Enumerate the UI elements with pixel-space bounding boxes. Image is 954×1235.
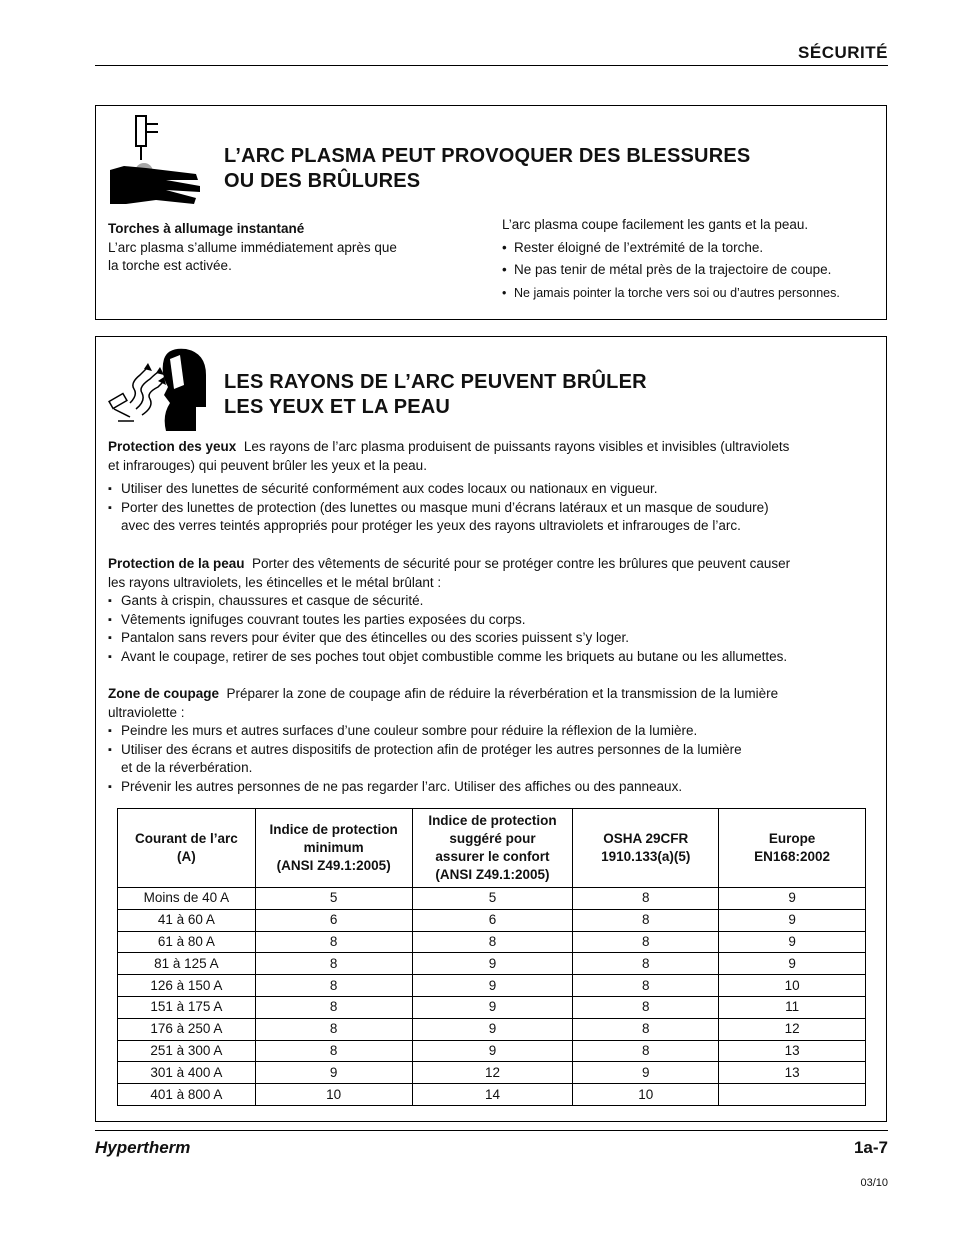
table-cell: 8 (573, 1040, 719, 1062)
table-cell: 9 (719, 909, 866, 931)
table-cell: 5 (412, 888, 573, 910)
plasma-arc-warning-box (95, 105, 887, 320)
list-item: ▪ Prévenir les autres personnes de ne pas regarder l’arc. Utiliser des affiches ou des panneaux. (108, 778, 878, 797)
header-suggested-shade (412, 809, 573, 888)
table-cell: 8 (573, 888, 719, 910)
table-cell: 9 (412, 996, 573, 1018)
table-cell: 8 (573, 909, 719, 931)
header-rule (95, 65, 888, 66)
list-item: ▪ Peindre les murs et autres surfaces d’une couleur sombre pour réduire la réflexion de la lumière. (108, 722, 878, 741)
skin-protection-heading: Protection de la peau (108, 556, 245, 571)
table-cell: 11 (719, 996, 866, 1018)
instant-ignition-column (108, 220, 448, 276)
table-cell: 81 à 125 A (118, 953, 256, 975)
table-cell: 9 (719, 931, 866, 953)
table-cell: 5 (255, 888, 412, 910)
title-line-2: LES YEUX ET LA PEAU (224, 396, 451, 418)
table-cell: 8 (573, 975, 719, 997)
table-cell: 9 (412, 953, 573, 975)
table-cell: 251 à 300 A (118, 1040, 256, 1062)
table-cell: 8 (573, 953, 719, 975)
header-arc-current (118, 809, 256, 888)
arc-rays-warning-title (224, 370, 647, 420)
table-cell (719, 1084, 866, 1106)
skin-protection-section (108, 555, 878, 666)
text-line: et de la réverbération. (121, 760, 253, 775)
table-cell: 9 (719, 888, 866, 910)
header-minimum-shade (255, 809, 412, 888)
header-europe (719, 809, 866, 888)
list-item: ▪ Vêtements ignifuges couvrant toutes les parties exposées du corps. (108, 611, 878, 630)
table-row (118, 1062, 866, 1084)
table-cell: 10 (255, 1084, 412, 1106)
plasma-warning-title (224, 144, 750, 194)
text-line: Porter des lunettes de protection (des lunettes ou masque muni d’écrans latéraux et un masque de soudure) (121, 499, 769, 515)
list-item: ▪ Pantalon sans revers pour éviter que des étincelles ou des scories puissent s’y loger. (108, 629, 878, 648)
text-line: les rayons ultraviolets, les étincelles et le métal brûlant : (108, 574, 442, 590)
header-line: Indice de protection (428, 813, 557, 828)
table-cell: 176 à 250 A (118, 1018, 256, 1040)
table-cell: 9 (412, 1018, 573, 1040)
table-cell: 9 (573, 1062, 719, 1084)
list-item (108, 499, 878, 536)
title-line-1: LES RAYONS DE L’ARC PEUVENT BRÛLER (224, 371, 647, 393)
text-line: ultraviolette : (108, 704, 185, 720)
table-cell: 8 (255, 996, 412, 1018)
header-line: (ANSI Z49.1:2005) (276, 858, 391, 873)
table-cell: 8 (255, 931, 412, 953)
list-item: • Ne pas tenir de métal près de la trajectoire de coupe. (502, 261, 882, 279)
header-line: 1910.133(a)(5) (601, 849, 691, 864)
text-line: la torche est activée. (108, 258, 232, 273)
table-cell: 9 (255, 1062, 412, 1084)
header-osha (573, 809, 719, 888)
cutting-zone-heading: Zone de coupage (108, 686, 220, 701)
page-number: 1a-7 (853, 1138, 888, 1157)
table-row (118, 1018, 866, 1040)
table-cell: 8 (573, 931, 719, 953)
text-line: avec des verres teintés appropriés pour protéger les yeux des rayons ultraviolets et infrarouges de l’arc. (121, 518, 741, 533)
header-line: Indice de protection (269, 822, 398, 837)
arc-rays-welding-helmet-icon (104, 345, 210, 431)
list-item: ▪ Gants à crispin, chaussures et casque de sécurité. (108, 592, 878, 611)
header-line: minimum (303, 840, 364, 855)
cutting-zone-section (108, 685, 878, 796)
eye-protection-section (108, 438, 878, 536)
table-cell: 8 (573, 996, 719, 1018)
list-item: • Ne jamais pointer la torche vers soi ou d’autres personnes. (502, 284, 882, 302)
header-line: (A) (177, 849, 196, 864)
table-cell: 301 à 400 A (118, 1062, 256, 1084)
table-row (118, 975, 866, 997)
list-item: ▪ Avant le coupage, retirer de ses poches tout objet combustible comme les briquets au butane ou les allumettes. (108, 648, 878, 667)
table-row (118, 953, 866, 975)
table-cell: 151 à 175 A (118, 996, 256, 1018)
header-line: Courant de l’arc (135, 831, 238, 846)
table-cell: 8 (255, 1018, 412, 1040)
table-cell: 41 à 60 A (118, 909, 256, 931)
section-title: SÉCURITÉ (798, 43, 888, 62)
list-item: ▪ Utiliser des lunettes de sécurité conformément aux codes locaux ou nationaux en vigueur. (108, 480, 878, 499)
text-line: L’arc plasma s’allume immédiatement après que (108, 239, 397, 255)
footer-rule (95, 1130, 888, 1131)
revision-date: 03/10 (860, 1177, 888, 1189)
table-cell: 8 (573, 1018, 719, 1040)
table-cell: 8 (255, 953, 412, 975)
table-cell: 14 (412, 1084, 573, 1106)
header-line: assurer le confort (435, 849, 550, 864)
list-item (108, 741, 878, 778)
table-cell: Moins de 40 A (118, 888, 256, 910)
table-cell: 9 (719, 953, 866, 975)
table-cell: 8 (255, 1040, 412, 1062)
arc-rays-warning-box (95, 336, 887, 1122)
shade-number-table (117, 808, 866, 1106)
table-cell: 10 (719, 975, 866, 997)
table-cell: 9 (412, 975, 573, 997)
text-line: Préparer la zone de coupage afin de réduire la réverbération et la transmission de la lumière (226, 686, 779, 701)
table-row (118, 1040, 866, 1062)
text-line: Utiliser des écrans et autres dispositifs de protection afin de protéger les autres personnes de la lumière (121, 741, 742, 757)
table-cell: 10 (573, 1084, 719, 1106)
table-cell: 126 à 150 A (118, 975, 256, 997)
table-row (118, 909, 866, 931)
table-cell: 9 (412, 1040, 573, 1062)
table-row (118, 888, 866, 910)
table-cell: 13 (719, 1040, 866, 1062)
text-line: et infrarouges) qui peuvent brûler les yeux et la peau. (108, 457, 427, 473)
list-item: • Rester éloigné de l’extrémité de la torche. (502, 239, 882, 257)
plasma-cuts-intro: L’arc plasma coupe facilement les gants et la peau. (502, 217, 809, 232)
table-cell: 13 (719, 1062, 866, 1084)
title-line-1: L’ARC PLASMA PEUT PROVOQUER DES BLESSURES (224, 145, 751, 167)
text-line: Les rayons de l’arc plasma produisent de puissants rayons visibles et invisibles (ultraviolets (243, 439, 790, 454)
text-line: Porter des vêtements de sécurité pour se protéger contre les brûlures que peuvent causer (252, 556, 791, 571)
header-line: (ANSI Z49.1:2005) (435, 867, 550, 882)
table-row (118, 996, 866, 1018)
table-cell: 401 à 800 A (118, 1084, 256, 1106)
table-cell: 6 (412, 909, 573, 931)
table-cell: 8 (412, 931, 573, 953)
table-cell: 61 à 80 A (118, 931, 256, 953)
instant-ignition-heading: Torches à allumage instantané (108, 221, 305, 236)
title-line-2: OU DES BRÛLURES (224, 170, 421, 192)
header-line: suggéré pour (449, 831, 536, 846)
table-row (118, 1084, 866, 1106)
header-line: EN168:2002 (754, 849, 830, 864)
plasma-torch-hand-icon (106, 114, 206, 210)
table-cell: 8 (255, 975, 412, 997)
plasma-cuts-column (502, 216, 882, 306)
table-header-row (118, 809, 866, 888)
brand-name: Hypertherm (95, 1138, 191, 1157)
table-cell: 12 (719, 1018, 866, 1040)
table-row (118, 931, 866, 953)
header-line: OSHA 29CFR (603, 831, 689, 846)
header-line: Europe (768, 831, 816, 846)
eye-protection-heading: Protection des yeux (108, 439, 237, 454)
table-cell: 6 (255, 909, 412, 931)
table-cell: 12 (412, 1062, 573, 1084)
